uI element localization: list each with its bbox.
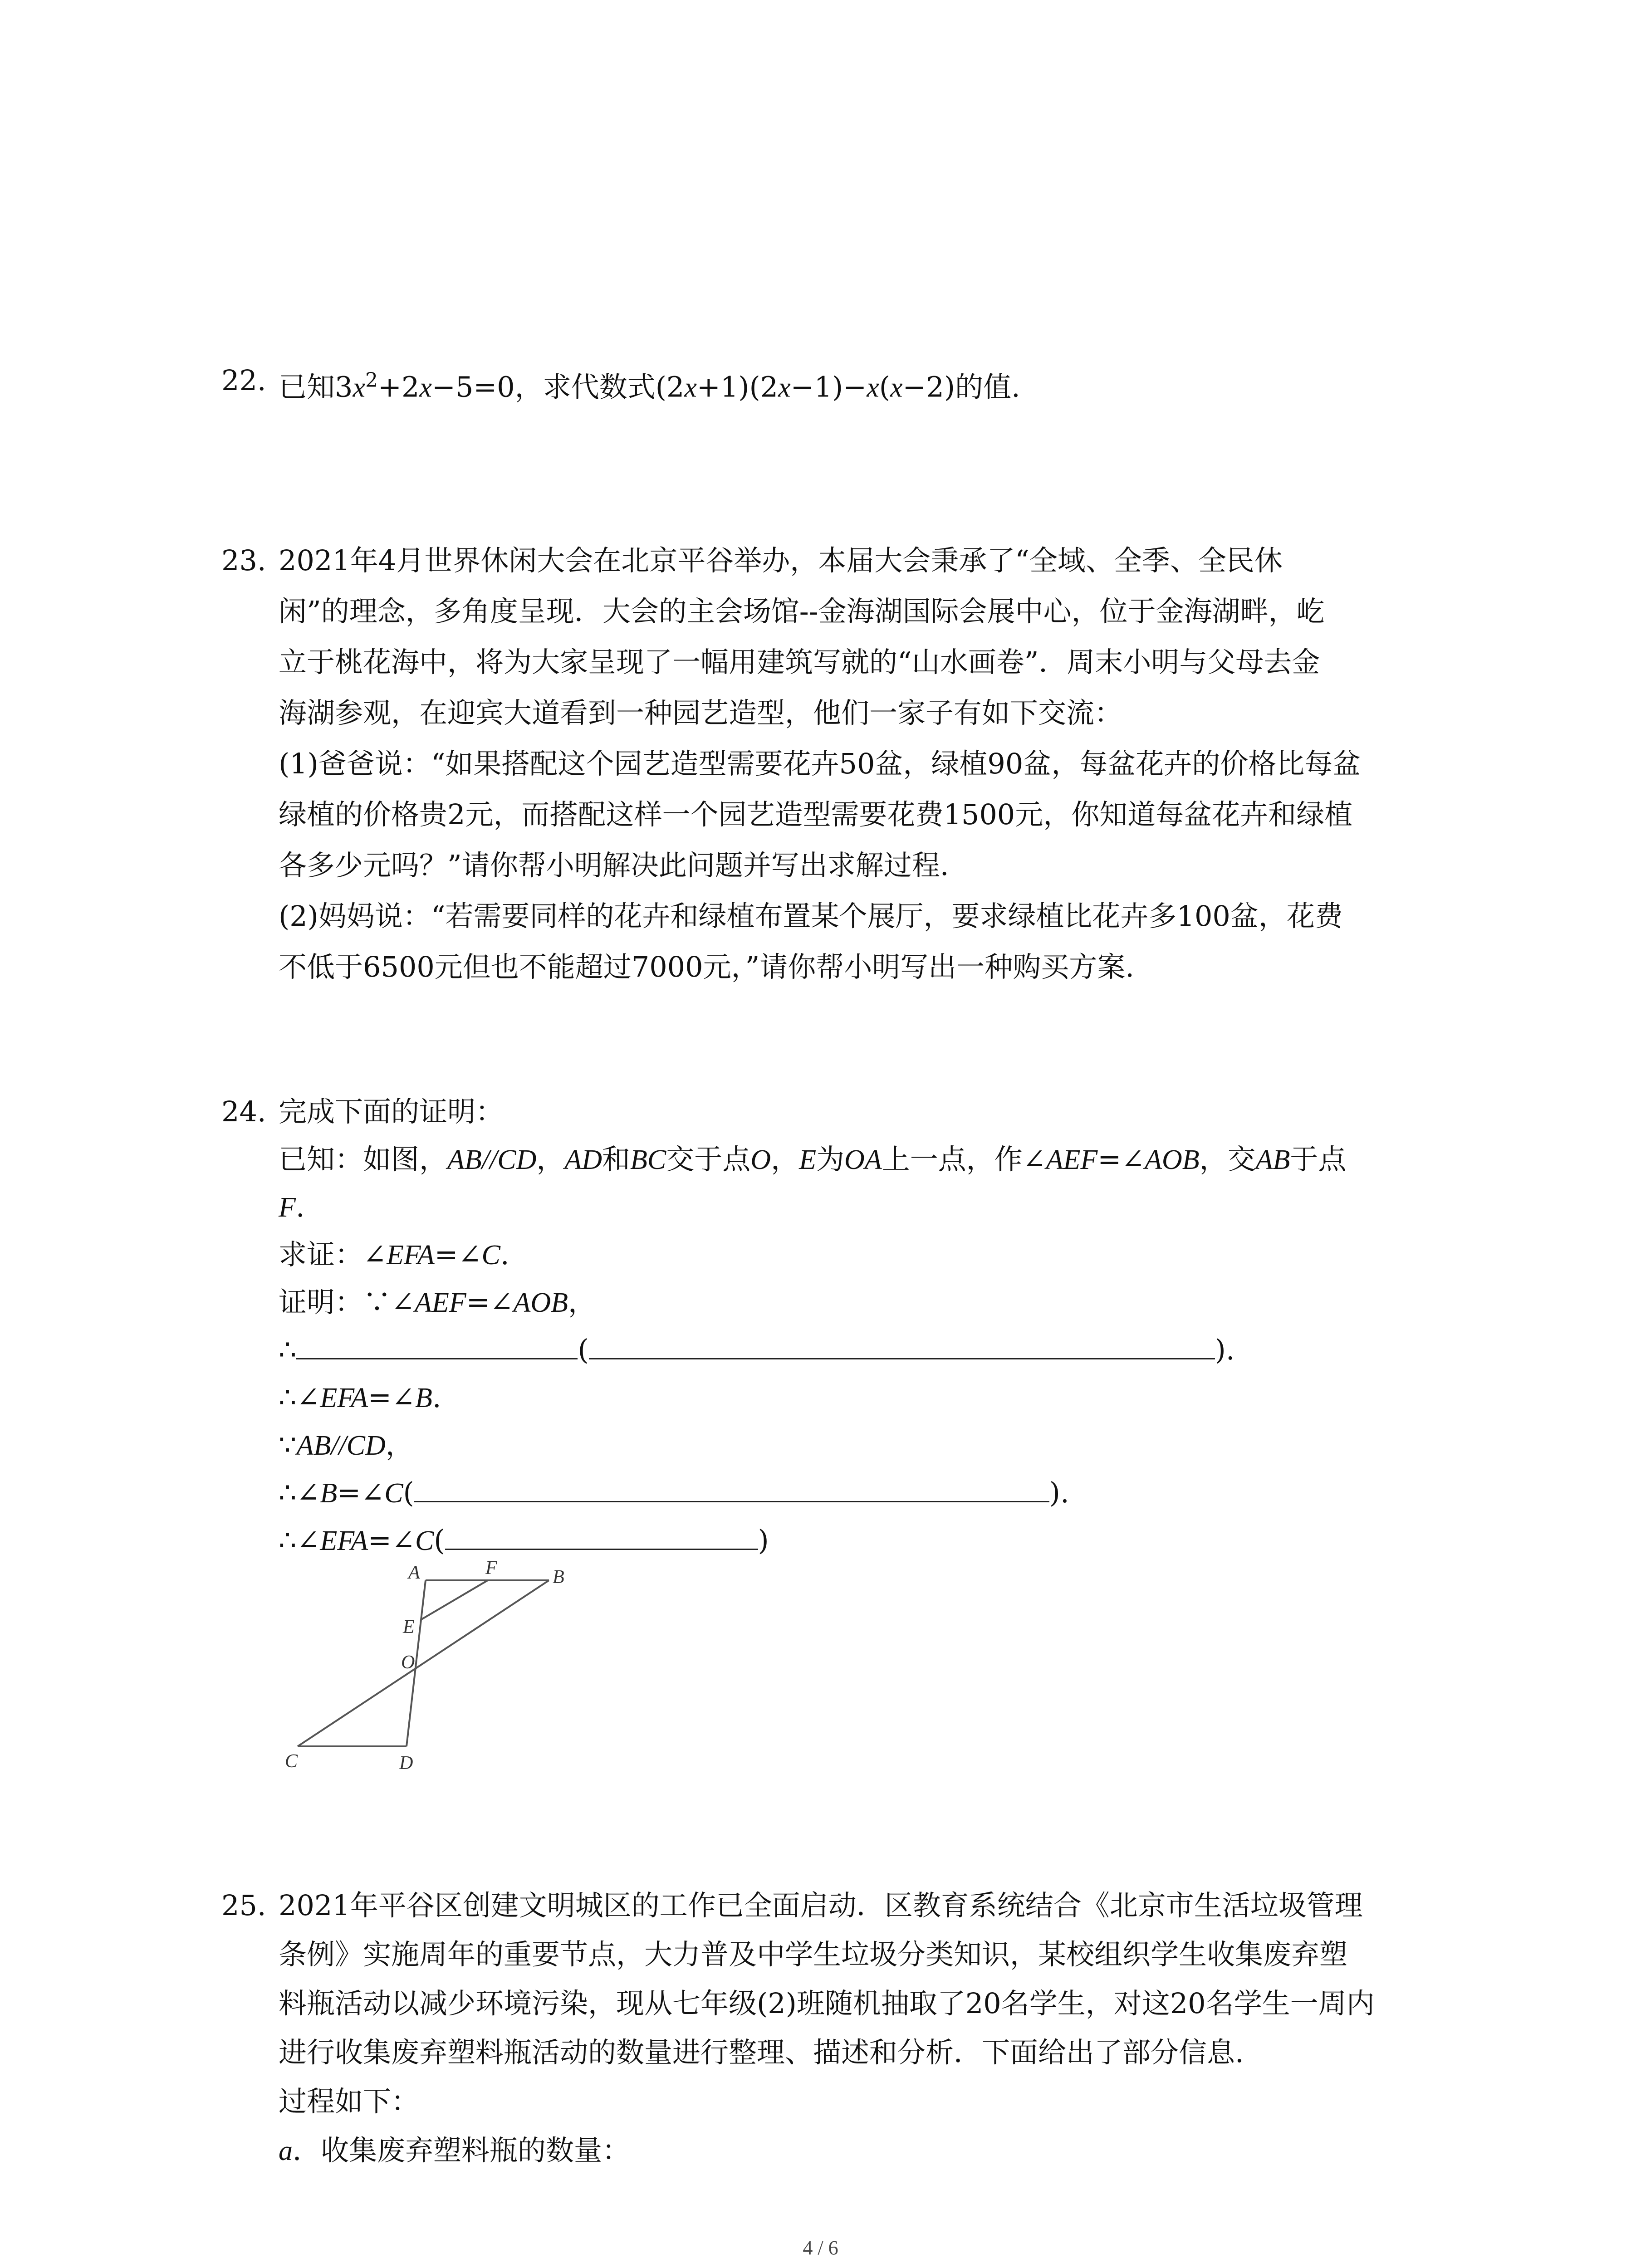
q24-step-5: ∴∠EFA=∠C( ) xyxy=(279,1515,769,1566)
q24-title: 完成下面的证明： xyxy=(279,1095,504,1128)
q24-step-4: ∴∠B=∠C( ). xyxy=(279,1467,1069,1519)
q24-given-cont: F. xyxy=(279,1190,305,1223)
q23-line-7: 各多少元吗？”请你帮小明解决此问题并写出求解过程. xyxy=(279,849,949,882)
geometry-figure xyxy=(272,1560,599,1778)
q25-line-1: 2021年平谷区创建文明城区的工作已全面启动．区教育系统结合《北京市生活垃圾管理 xyxy=(279,1889,1363,1922)
label-o: O xyxy=(401,1652,415,1673)
label-d: D xyxy=(399,1753,413,1774)
q25-item-a: a．收集废弃塑料瓶的数量： xyxy=(279,2134,631,2167)
q23-line-8: (2)妈妈说：“若需要同样的花卉和绿植布置某个展厅，要求绿植比花卉多100盆，花费 xyxy=(279,899,1343,933)
label-f: F xyxy=(485,1560,497,1579)
q24-step-1: ∴ ( ). xyxy=(279,1325,1235,1375)
q24-step-2: ∴∠EFA=∠B. xyxy=(279,1381,441,1414)
q24-given: 已知：如图，AB//CD，AD和BC交于点O，E为OA上一点，作∠AEF=∠AOB，交AB于点 xyxy=(279,1143,1347,1176)
q23-line-3: 立于桃花海中，将为大家呈现了一幅用建筑写就的“山水画卷”．周末小明与父母去金 xyxy=(279,645,1320,679)
q24-number: 24. xyxy=(221,1095,266,1128)
blank-4[interactable] xyxy=(445,1521,758,1550)
q23-number: 23. xyxy=(221,544,266,577)
q23-line-6: 绿植的价格贵2元，而搭配这样一个园艺造型需要花费1500元，你知道每盆花卉和绿植 xyxy=(279,798,1353,831)
q22-text: 已知$3x^2+2x-5=0$，求代数式(2x+1)(2x−1)−x(x−2)的值. xyxy=(279,369,1020,404)
q23-line-4: 海湖参观，在迎宾大道看到一种园艺造型，他们一家子有如下交流： xyxy=(279,696,1123,729)
q24-prove: 求证：∠EFA=∠C. xyxy=(279,1238,509,1271)
blank-2[interactable] xyxy=(589,1331,1215,1359)
segment-ef xyxy=(421,1580,488,1619)
q22-number: 22. xyxy=(221,364,266,397)
q25-line-5: 过程如下： xyxy=(279,2085,420,2118)
label-c: C xyxy=(285,1751,298,1772)
label-e: E xyxy=(403,1617,415,1637)
q23-line-2: 闲”的理念，多角度呈现．大会的主会场馆--金海湖国际会展中心，位于金海湖畔，屹 xyxy=(279,595,1325,628)
q24-proof-start: 证明：∵∠AEF=∠AOB， xyxy=(279,1286,597,1319)
q23-line-5: (1)爸爸说：“如果搭配这个园艺造型需要花卉50盆，绿植90盆，每盆花卉的价格比每盆 xyxy=(279,747,1361,780)
q23-line-1: 2021年4月世界休闲大会在北京平谷举办，本届大会秉承了“全域、全季、全民休 xyxy=(279,544,1283,577)
blank-3[interactable] xyxy=(414,1474,1049,1502)
page-number: 4 / 6 xyxy=(803,2237,838,2259)
q24-step-3: ∵AB//CD， xyxy=(279,1428,414,1461)
q25-line-4: 进行收集废弃塑料瓶活动的数量进行整理、描述和分析．下面给出了部分信息. xyxy=(279,2036,1244,2069)
q25-line-2: 条例》实施周年的重要节点，大力普及中学生垃圾分类知识，某校组织学生收集废弃塑 xyxy=(279,1938,1348,1971)
q25-line-3: 料瓶活动以减少环境污染，现从七年级(2)班随机抽取了20名学生，对这20名学生一周内 xyxy=(279,1987,1375,2020)
label-a: A xyxy=(408,1562,420,1583)
q25-number: 25. xyxy=(221,1889,266,1922)
blank-1[interactable] xyxy=(296,1331,578,1359)
label-b: B xyxy=(553,1567,564,1588)
q23-line-9: 不低于6500元但也不能超过7000元，”请你帮小明写出一种购买方案. xyxy=(279,950,1134,983)
